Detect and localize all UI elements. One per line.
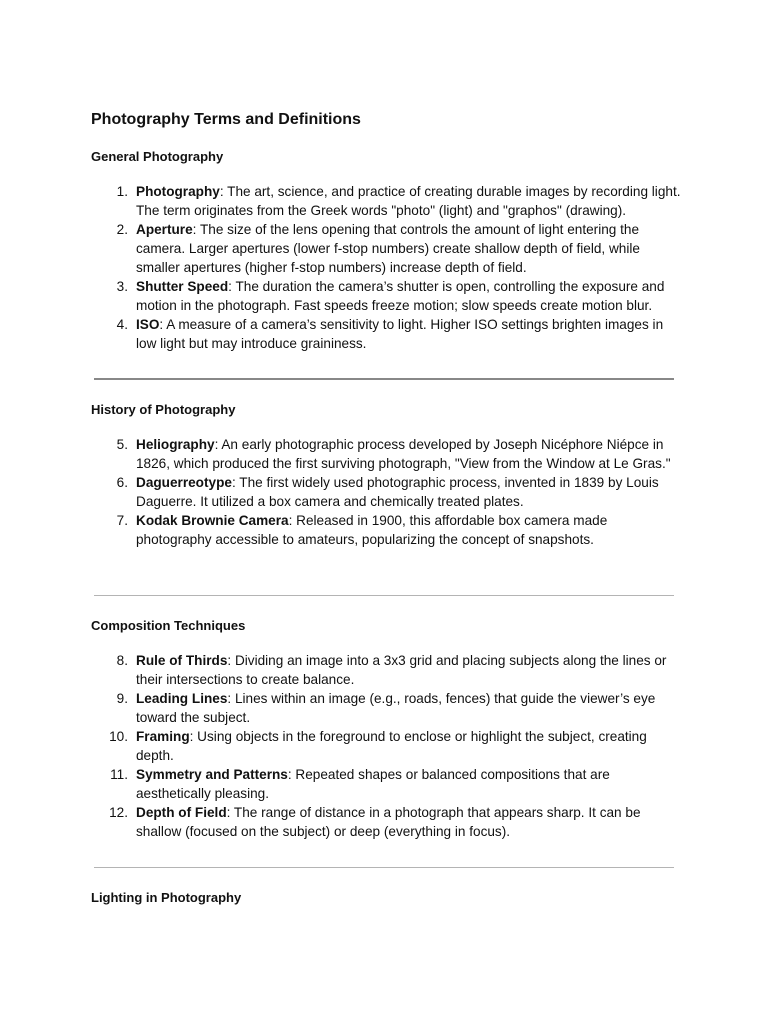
item-number: 1. <box>116 184 128 199</box>
item-number: 6. <box>116 475 128 490</box>
item-number: 8. <box>116 653 128 668</box>
term-definition: : An early photographic process developed by Joseph Nicéphore Niépce in 1826, which produced the first surviving photograph, "View from the Window at Le Gras." <box>136 437 671 471</box>
term-definition: : A measure of a camera’s sensitivity to light. Higher ISO settings brighten images in low light but may introduce graininess. <box>136 317 664 351</box>
list-item <box>0 765 681 803</box>
term-name: Aperture <box>136 222 193 237</box>
term-list-history-of-photography <box>0 435 768 549</box>
section-heading-composition-techniques: Composition Techniques <box>91 618 246 633</box>
term-list-general-photography <box>0 182 768 353</box>
term-definition: : The size of the lens opening that controls the amount of light entering the camera. Larger apertures (lower f-stop numbers) create shallow depth of field, while smaller apertures (higher f-stop numbers) increase depth of field. <box>136 222 640 275</box>
term-name: Kodak Brownie Camera <box>136 513 289 528</box>
term-name: Framing <box>136 729 190 744</box>
section-heading-lighting-in-photography: Lighting in Photography <box>91 890 242 905</box>
term-definition: : Repeated shapes or balanced compositions that are aesthetically pleasing. <box>136 767 610 801</box>
term-name: Heliography <box>136 437 215 452</box>
item-number: 4. <box>116 317 128 332</box>
item-number: 10. <box>109 729 128 744</box>
section-heading-history-of-photography: History of Photography <box>91 402 236 417</box>
item-number: 12. <box>109 805 128 820</box>
list-item <box>0 803 681 841</box>
item-number: 2. <box>116 222 128 237</box>
section-heading-general-photography: General Photography <box>91 149 224 164</box>
term-name: ISO <box>136 317 160 332</box>
list-item <box>0 473 681 511</box>
term-definition: : Dividing an image into a 3x3 grid and placing subjects along the lines or their intersections to create balance. <box>136 653 667 687</box>
term-definition: : The duration the camera’s shutter is open, controlling the exposure and motion in the photograph. Fast speeds freeze motion; slow speeds create motion blur. <box>136 279 665 313</box>
item-number: 9. <box>116 691 128 706</box>
item-number: 11. <box>110 767 128 782</box>
term-definition: : Released in 1900, this affordable box camera made photography accessible to amateurs, popularizing the concept of snapshots. <box>136 513 608 547</box>
item-number: 5. <box>116 437 128 452</box>
list-item <box>0 220 681 277</box>
term-definition: : The range of distance in a photograph that appears sharp. It can be shallow (focused on the subject) or deep (everything in focus). <box>136 805 641 839</box>
term-name: Leading Lines <box>136 691 228 706</box>
term-name: Daguerreotype <box>136 475 232 490</box>
list-item <box>0 315 681 353</box>
list-item <box>0 651 681 689</box>
item-number: 7. <box>116 513 128 528</box>
section-divider <box>94 867 674 868</box>
term-definition: : Using objects in the foreground to enclose or highlight the subject, creating depth. <box>136 729 647 763</box>
term-name: Photography <box>136 184 220 199</box>
list-item <box>0 277 681 315</box>
list-item <box>0 727 681 765</box>
section-divider <box>94 378 674 380</box>
term-definition: : The first widely used photographic process, invented in 1839 by Louis Daguerre. It utilized a box camera and chemically treated plates. <box>136 475 659 509</box>
term-name: Symmetry and Patterns <box>136 767 288 782</box>
list-item <box>0 182 681 220</box>
term-name: Depth of Field <box>136 805 227 820</box>
list-item <box>0 511 681 549</box>
list-item <box>0 689 681 727</box>
term-name: Rule of Thirds <box>136 653 228 668</box>
term-definition: : Lines within an image (e.g., roads, fences) that guide the viewer’s eye toward the subject. <box>136 691 656 725</box>
list-item <box>0 435 681 473</box>
section-divider <box>94 595 674 596</box>
term-definition: : The art, science, and practice of creating durable images by recording light. The term originates from the Greek words "photo" (light) and "graphos" (drawing). <box>136 184 681 218</box>
item-number: 3. <box>116 279 128 294</box>
term-list-composition-techniques <box>0 651 768 841</box>
document-title: Photography Terms and Definitions <box>91 111 361 128</box>
term-name: Shutter Speed <box>136 279 229 294</box>
